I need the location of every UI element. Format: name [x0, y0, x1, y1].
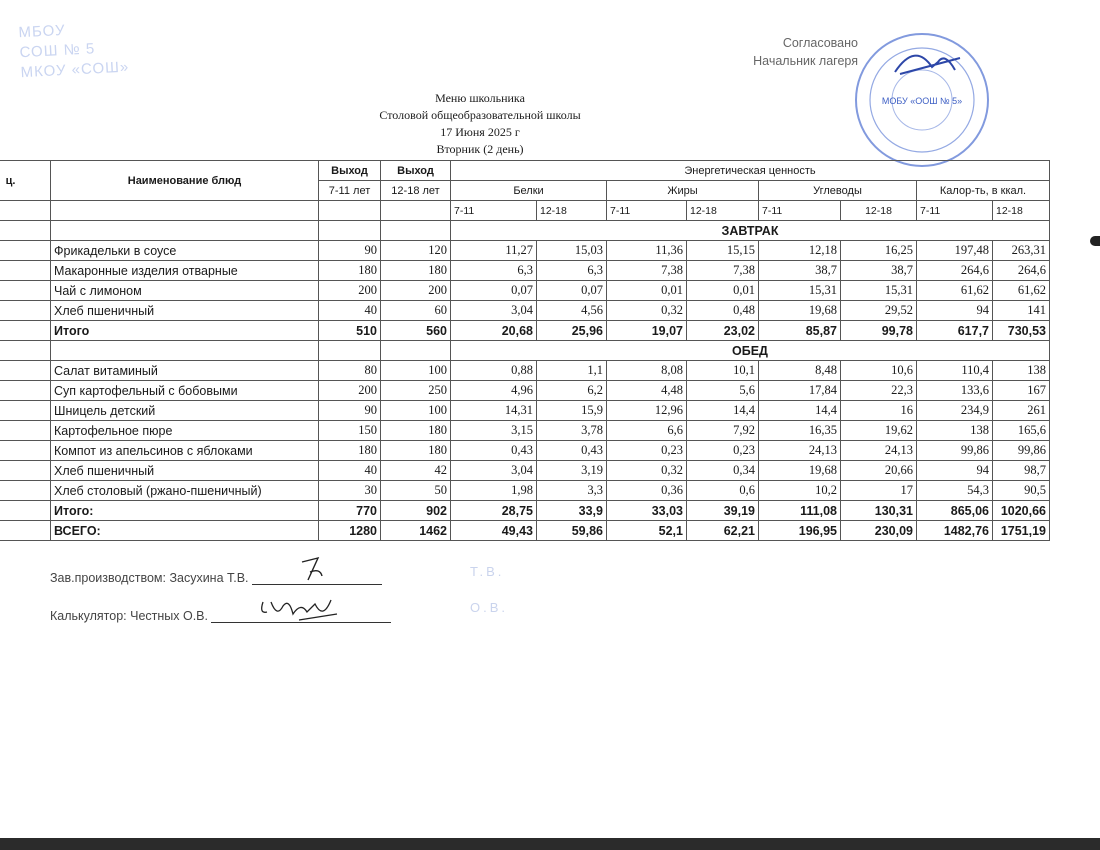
grand-total-row	[0, 521, 1050, 541]
scan-bottom-edge	[0, 838, 1100, 850]
recipe-ref	[0, 441, 51, 461]
value-cell: 0,23	[687, 441, 759, 461]
value-cell: 3,04	[451, 461, 537, 481]
empty-cell	[0, 341, 51, 361]
value-cell: 94	[917, 301, 993, 321]
total-value: 560	[381, 321, 451, 341]
total-value: 33,9	[537, 501, 607, 521]
age-subheader: 7-11	[607, 201, 687, 221]
total-value: 33,03	[607, 501, 687, 521]
value-cell: 0,32	[607, 461, 687, 481]
table-row	[0, 261, 1050, 281]
dish-name: Чай с лимоном	[51, 281, 319, 301]
signature-line	[252, 568, 382, 585]
faded-institution-stamp	[18, 13, 222, 103]
empty-cell	[0, 501, 51, 521]
grand-total-value: 1280	[319, 521, 381, 541]
recipe-ref	[0, 301, 51, 321]
value-cell: 0,23	[607, 441, 687, 461]
age-subheader: 12-18	[687, 201, 759, 221]
value-cell: 4,56	[537, 301, 607, 321]
value-cell: 80	[319, 361, 381, 381]
total-value: 39,19	[687, 501, 759, 521]
table-row	[0, 301, 1050, 321]
value-cell: 10,2	[759, 481, 841, 501]
recipe-column-header: ц.	[0, 161, 51, 201]
empty-cell	[381, 201, 451, 221]
value-cell: 120	[381, 241, 451, 261]
output-label: Выход	[397, 164, 434, 177]
table-row	[0, 461, 1050, 481]
empty-cell	[319, 201, 381, 221]
empty-cell	[0, 201, 51, 221]
value-cell: 15,31	[841, 281, 917, 301]
value-cell: 5,6	[687, 381, 759, 401]
value-cell: 4,96	[451, 381, 537, 401]
grand-total-value: 62,21	[687, 521, 759, 541]
value-cell: 250	[381, 381, 451, 401]
output-senior-header	[381, 161, 451, 181]
recipe-ref	[0, 461, 51, 481]
table-row	[0, 401, 1050, 421]
grand-total-value: 49,43	[451, 521, 537, 541]
value-cell: 19,68	[759, 301, 841, 321]
recipe-ref	[0, 381, 51, 401]
total-label: Итого:	[51, 501, 319, 521]
value-cell: 8,48	[759, 361, 841, 381]
value-cell: 133,6	[917, 381, 993, 401]
value-cell: 138	[917, 421, 993, 441]
empty-cell	[319, 341, 381, 361]
recipe-ref	[0, 401, 51, 421]
value-cell: 10,1	[687, 361, 759, 381]
grand-total-value: 196,95	[759, 521, 841, 541]
age-subheader: 7-11	[451, 201, 537, 221]
dish-name: Шницель детский	[51, 401, 319, 421]
grand-total-value: 1462	[381, 521, 451, 541]
value-cell: 7,38	[607, 261, 687, 281]
total-value: 23,02	[687, 321, 759, 341]
output-label: Выход	[331, 164, 368, 177]
table-row	[0, 441, 1050, 461]
dish-name: Хлеб пшеничный	[51, 461, 319, 481]
grand-total-value: 59,86	[537, 521, 607, 541]
value-cell: 99,86	[917, 441, 993, 461]
dish-name: Макаронные изделия отварные	[51, 261, 319, 281]
value-cell: 16	[841, 401, 917, 421]
total-value: 865,06	[917, 501, 993, 521]
value-cell: 10,6	[841, 361, 917, 381]
dish-name: Картофельное пюре	[51, 421, 319, 441]
seal-text: МОБУ «ООШ № 5»	[881, 96, 963, 106]
value-cell: 40	[319, 461, 381, 481]
grand-total-value: 1751,19	[993, 521, 1050, 541]
value-cell: 60	[381, 301, 451, 321]
table-row	[0, 241, 1050, 261]
handwritten-signature	[211, 592, 391, 622]
dish-name: Фрикадельки в соусе	[51, 241, 319, 261]
value-cell: 12,18	[759, 241, 841, 261]
dish-name: Хлеб столовый (ржано-пшеничный)	[51, 481, 319, 501]
grand-total-value: 230,09	[841, 521, 917, 541]
value-cell: 3,3	[537, 481, 607, 501]
value-cell: 165,6	[993, 421, 1050, 441]
value-cell: 0,36	[607, 481, 687, 501]
table-row	[0, 281, 1050, 301]
value-cell: 3,04	[451, 301, 537, 321]
value-cell: 19,62	[841, 421, 917, 441]
dish-name: Салат витаминый	[51, 361, 319, 381]
value-cell: 0,01	[607, 281, 687, 301]
value-cell: 3,19	[537, 461, 607, 481]
value-cell: 14,4	[759, 401, 841, 421]
value-cell: 1,98	[451, 481, 537, 501]
value-cell: 38,7	[841, 261, 917, 281]
value-cell: 200	[381, 281, 451, 301]
value-cell: 11,27	[451, 241, 537, 261]
value-cell: 0,07	[537, 281, 607, 301]
age-subheader: 7-11	[917, 201, 993, 221]
menu-title-block	[330, 90, 630, 158]
table-row	[0, 381, 1050, 401]
value-cell: 30	[319, 481, 381, 501]
value-cell: 0,6	[687, 481, 759, 501]
value-cell: 6,3	[537, 261, 607, 281]
table-row	[0, 361, 1050, 381]
total-value: 130,31	[841, 501, 917, 521]
faded-name-2: О.В.	[470, 600, 509, 615]
stamp-line: МБОУ	[18, 21, 66, 42]
age-subheader: 7-11	[759, 201, 841, 221]
signature-production	[50, 568, 382, 585]
value-cell: 8,08	[607, 361, 687, 381]
dish-name: Хлеб пшеничный	[51, 301, 319, 321]
value-cell: 17	[841, 481, 917, 501]
value-cell: 17,84	[759, 381, 841, 401]
menu-table	[0, 160, 1050, 541]
value-cell: 100	[381, 401, 451, 421]
value-cell: 110,4	[917, 361, 993, 381]
value-cell: 90	[319, 241, 381, 261]
table-row	[0, 481, 1050, 501]
value-cell: 180	[381, 421, 451, 441]
school-name: Столовой общеобразовательной школы	[379, 108, 581, 122]
signature-line	[211, 606, 391, 623]
value-cell: 20,66	[841, 461, 917, 481]
menu-day: Вторник (2 день)	[436, 142, 524, 156]
value-cell: 0,34	[687, 461, 759, 481]
value-cell: 197,48	[917, 241, 993, 261]
total-value: 111,08	[759, 501, 841, 521]
recipe-ref	[0, 481, 51, 501]
value-cell: 1,1	[537, 361, 607, 381]
approval-role: Начальник лагеря	[753, 54, 858, 68]
value-cell: 16,25	[841, 241, 917, 261]
section-header-row	[0, 221, 1050, 241]
recipe-ref	[0, 361, 51, 381]
empty-cell	[381, 341, 451, 361]
handwritten-signature	[252, 554, 382, 584]
value-cell: 3,78	[537, 421, 607, 441]
stamp-line: СОШ № 5	[19, 40, 96, 62]
dish-name: Компот из апельсинов с яблоками	[51, 441, 319, 461]
value-cell: 29,52	[841, 301, 917, 321]
value-cell: 24,13	[759, 441, 841, 461]
value-cell: 138	[993, 361, 1050, 381]
total-row	[0, 321, 1050, 341]
signature-label: Калькулятор: Честных О.В.	[50, 609, 208, 623]
total-row	[0, 501, 1050, 521]
signature-calculator	[50, 606, 391, 623]
round-seal	[840, 22, 1000, 172]
stamp-line: МКОУ «СОШ»	[20, 58, 130, 82]
value-cell: 0,88	[451, 361, 537, 381]
value-cell: 0,43	[537, 441, 607, 461]
output-junior-header	[319, 161, 381, 181]
empty-cell	[51, 201, 319, 221]
energy-value-header: Энергетическая ценность	[451, 161, 1050, 181]
value-cell: 24,13	[841, 441, 917, 461]
menu-table-body	[0, 221, 1050, 541]
value-cell: 0,07	[451, 281, 537, 301]
value-cell: 180	[381, 261, 451, 281]
value-cell: 0,48	[687, 301, 759, 321]
value-cell: 12,96	[607, 401, 687, 421]
grand-total-value: 1482,76	[917, 521, 993, 541]
empty-cell	[51, 341, 319, 361]
value-cell: 99,86	[993, 441, 1050, 461]
calories-header: Калор-ть, в ккал.	[917, 181, 1050, 201]
value-cell: 38,7	[759, 261, 841, 281]
empty-cell	[0, 221, 51, 241]
total-value: 730,53	[993, 321, 1050, 341]
recipe-ref	[0, 421, 51, 441]
age-subheader: 12-18	[993, 201, 1050, 221]
value-cell: 0,43	[451, 441, 537, 461]
menu-title: Меню школьника	[435, 91, 525, 105]
recipe-ref	[0, 241, 51, 261]
total-value: 19,07	[607, 321, 687, 341]
value-cell: 200	[319, 381, 381, 401]
value-cell: 141	[993, 301, 1050, 321]
section-title: ОБЕД	[451, 341, 1050, 361]
total-value: 617,7	[917, 321, 993, 341]
value-cell: 0,32	[607, 301, 687, 321]
section-header-row	[0, 341, 1050, 361]
total-value: 99,78	[841, 321, 917, 341]
value-cell: 40	[319, 301, 381, 321]
value-cell: 7,38	[687, 261, 759, 281]
value-cell: 22,3	[841, 381, 917, 401]
section-title: ЗАВТРАК	[451, 221, 1050, 241]
faded-name-1: Т.В.	[470, 564, 505, 579]
value-cell: 200	[319, 281, 381, 301]
signature-label: Зав.производством: Засухина Т.В.	[50, 571, 249, 585]
total-value: 902	[381, 501, 451, 521]
value-cell: 6,3	[451, 261, 537, 281]
value-cell: 7,92	[687, 421, 759, 441]
value-cell: 15,03	[537, 241, 607, 261]
table-row	[0, 421, 1050, 441]
value-cell: 94	[917, 461, 993, 481]
total-label: Итого	[51, 321, 319, 341]
empty-cell	[51, 221, 319, 241]
total-value: 770	[319, 501, 381, 521]
grand-total-label: ВСЕГО:	[51, 521, 319, 541]
value-cell: 100	[381, 361, 451, 381]
total-value: 25,96	[537, 321, 607, 341]
total-value: 1020,66	[993, 501, 1050, 521]
value-cell: 11,36	[607, 241, 687, 261]
dish-name: Суп картофельный с бобовыми	[51, 381, 319, 401]
value-cell: 15,31	[759, 281, 841, 301]
carbs-header: Углеводы	[759, 181, 917, 201]
value-cell: 234,9	[917, 401, 993, 421]
value-cell: 180	[319, 261, 381, 281]
recipe-ref	[0, 281, 51, 301]
value-cell: 42	[381, 461, 451, 481]
value-cell: 167	[993, 381, 1050, 401]
total-value: 28,75	[451, 501, 537, 521]
value-cell: 261	[993, 401, 1050, 421]
value-cell: 150	[319, 421, 381, 441]
proteins-header: Белки	[451, 181, 607, 201]
value-cell: 14,31	[451, 401, 537, 421]
value-cell: 19,68	[759, 461, 841, 481]
value-cell: 90	[319, 401, 381, 421]
value-cell: 61,62	[917, 281, 993, 301]
grand-total-value: 52,1	[607, 521, 687, 541]
menu-date: 17 Июня 2025 г	[440, 125, 520, 139]
approval-label: Согласовано	[782, 36, 858, 50]
value-cell: 180	[319, 441, 381, 461]
value-cell: 180	[381, 441, 451, 461]
age-senior-label: 12-18 лет	[381, 181, 451, 201]
fats-header: Жиры	[607, 181, 759, 201]
value-cell: 0,01	[687, 281, 759, 301]
dish-name-header: Наименование блюд	[51, 161, 319, 201]
age-subheader: 12-18	[537, 201, 607, 221]
value-cell: 90,5	[993, 481, 1050, 501]
value-cell: 61,62	[993, 281, 1050, 301]
value-cell: 15,9	[537, 401, 607, 421]
age-subheader: 12-18	[841, 201, 917, 221]
recipe-ref	[0, 261, 51, 281]
value-cell: 15,15	[687, 241, 759, 261]
empty-cell	[381, 221, 451, 241]
value-cell: 6,6	[607, 421, 687, 441]
total-value: 85,87	[759, 321, 841, 341]
value-cell: 264,6	[993, 261, 1050, 281]
signature-mark	[895, 56, 960, 74]
value-cell: 6,2	[537, 381, 607, 401]
value-cell: 54,3	[917, 481, 993, 501]
empty-cell	[319, 221, 381, 241]
empty-cell	[0, 321, 51, 341]
value-cell: 98,7	[993, 461, 1050, 481]
value-cell: 14,4	[687, 401, 759, 421]
value-cell: 4,48	[607, 381, 687, 401]
empty-cell	[0, 521, 51, 541]
value-cell: 3,15	[451, 421, 537, 441]
total-value: 510	[319, 321, 381, 341]
scan-edge-mark	[1090, 236, 1100, 246]
total-value: 20,68	[451, 321, 537, 341]
value-cell: 16,35	[759, 421, 841, 441]
value-cell: 50	[381, 481, 451, 501]
value-cell: 264,6	[917, 261, 993, 281]
age-junior-label: 7-11 лет	[319, 181, 381, 201]
value-cell: 263,31	[993, 241, 1050, 261]
